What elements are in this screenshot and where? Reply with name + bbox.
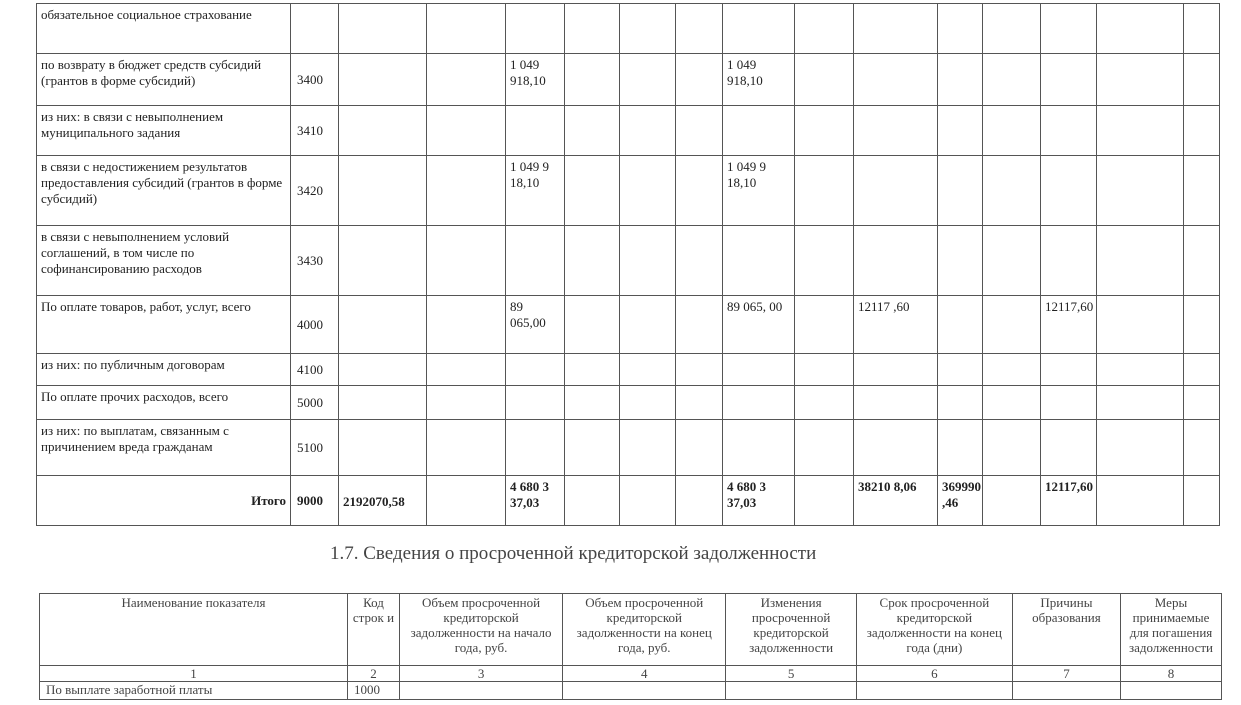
table-cell (676, 4, 723, 54)
table-row (40, 682, 1222, 700)
row-code (291, 4, 339, 54)
table-cell (1041, 420, 1097, 476)
table-cell (1097, 476, 1184, 526)
table-cell (399, 682, 562, 700)
table-cell (723, 386, 795, 420)
table-cell (983, 156, 1041, 226)
table-cell (1184, 296, 1220, 354)
table-cell (565, 226, 620, 296)
col-number: 7 (1012, 666, 1120, 682)
row-name: из них: в связи с невыполнением муниципального задания (37, 106, 291, 156)
row-name: в связи с невыполнением условий соглашений, в том числе по софинансированию расходов (37, 226, 291, 296)
col-number: 3 (399, 666, 562, 682)
table-cell (856, 682, 1012, 700)
row-code: 3420 (291, 156, 339, 226)
row-code: 3410 (291, 106, 339, 156)
table-cell (1184, 420, 1220, 476)
table-cell (1041, 54, 1097, 106)
table-cell (427, 226, 506, 296)
table-cell (506, 386, 565, 420)
table-cell (1041, 226, 1097, 296)
table-cell (795, 386, 854, 420)
table-cell (723, 106, 795, 156)
table-cell (938, 386, 983, 420)
table-cell (620, 156, 676, 226)
table-cell (1097, 156, 1184, 226)
table-cell (854, 106, 938, 156)
table-cell (427, 476, 506, 526)
col-number: 5 (726, 666, 857, 682)
table-cell (1184, 354, 1220, 386)
table-cell (1184, 386, 1220, 420)
table-cell (726, 682, 857, 700)
table-cell (506, 420, 565, 476)
row-name: из них: по публичным договорам (37, 354, 291, 386)
table-cell (854, 4, 938, 54)
table-cell (854, 354, 938, 386)
table-cell (676, 476, 723, 526)
table-cell (1097, 354, 1184, 386)
debt-table-continuation (36, 3, 1220, 526)
table-cell: 12117 ,60 (854, 296, 938, 354)
table-cell (1097, 4, 1184, 54)
row-code: 4100 (291, 354, 339, 386)
table-cell (1097, 54, 1184, 106)
table-row (37, 106, 1220, 156)
table-cell (1097, 386, 1184, 420)
table-cell (1041, 354, 1097, 386)
table-cell (854, 226, 938, 296)
table-row (37, 386, 1220, 420)
table-cell (1184, 54, 1220, 106)
table-cell (565, 4, 620, 54)
table-cell (339, 106, 427, 156)
table-cell: 4 680 3 37,03 (506, 476, 565, 526)
table-cell (938, 156, 983, 226)
table-cell: 4 680 3 37,03 (723, 476, 795, 526)
row-code: 5100 (291, 420, 339, 476)
row-name: из них: по выплатам, связанным с причинением вреда гражданам (37, 420, 291, 476)
table-cell (427, 106, 506, 156)
table-cell (565, 420, 620, 476)
table-cell (938, 106, 983, 156)
table-cell (565, 156, 620, 226)
table-cell (620, 106, 676, 156)
row-code: 9000 (291, 476, 339, 526)
table-cell (565, 106, 620, 156)
table-cell (427, 296, 506, 354)
table-cell (983, 476, 1041, 526)
table-cell: 1 049 918,10 (506, 54, 565, 106)
table-cell: 369990 ,46 (938, 476, 983, 526)
table-cell (676, 54, 723, 106)
table-cell (1184, 4, 1220, 54)
table-cell (506, 226, 565, 296)
table-cell: 1 049 9 18,10 (723, 156, 795, 226)
header-row (40, 594, 1222, 666)
table-cell (676, 354, 723, 386)
row-name: По оплате товаров, работ, услуг, всего (37, 296, 291, 354)
table-cell (1041, 106, 1097, 156)
table-cell (620, 386, 676, 420)
table-cell (938, 354, 983, 386)
table-cell (506, 4, 565, 54)
row-code: 5000 (291, 386, 339, 420)
table-cell (795, 420, 854, 476)
table-cell (427, 54, 506, 106)
table-cell (1041, 4, 1097, 54)
table-cell (1184, 476, 1220, 526)
col-number: 2 (347, 666, 399, 682)
table-cell (676, 226, 723, 296)
table-cell (983, 4, 1041, 54)
table-cell (676, 296, 723, 354)
table-cell (620, 296, 676, 354)
table-cell (565, 54, 620, 106)
header-term: Срок просроченной кредиторской задолженности на конец года (дни) (856, 594, 1012, 666)
table-cell: 12117,60 (1041, 476, 1097, 526)
col-number: 1 (40, 666, 348, 682)
table-cell (565, 476, 620, 526)
table-cell: 89 065, 00 (723, 296, 795, 354)
table-cell (565, 386, 620, 420)
table-cell (795, 54, 854, 106)
table-cell (339, 156, 427, 226)
table-cell: 1 049 9 18,10 (506, 156, 565, 226)
col-number: 6 (856, 666, 1012, 682)
table-cell (339, 54, 427, 106)
table-cell: 1 049 918,10 (723, 54, 795, 106)
table-cell (1184, 106, 1220, 156)
table-cell (676, 420, 723, 476)
table-cell (427, 4, 506, 54)
header-changes: Изменения просроченной кредиторской задолженности (726, 594, 857, 666)
column-numbers-row (40, 666, 1222, 682)
table-cell (339, 4, 427, 54)
header-reasons: Причины образования (1012, 594, 1120, 666)
row-name: По оплате прочих расходов, всего (37, 386, 291, 420)
table-cell (565, 354, 620, 386)
table-cell (506, 106, 565, 156)
table-cell (427, 420, 506, 476)
row-code: 3400 (291, 54, 339, 106)
header-measures: Меры принимаемые для погашения задолженности (1120, 594, 1221, 666)
table-cell (1041, 156, 1097, 226)
table-cell: 2192070,58 (339, 476, 427, 526)
col-number: 8 (1120, 666, 1221, 682)
table-cell (723, 226, 795, 296)
table-cell (983, 106, 1041, 156)
row-code: 4000 (291, 296, 339, 354)
table-cell (795, 226, 854, 296)
table-cell (1097, 296, 1184, 354)
table-cell (620, 54, 676, 106)
table-cell (427, 156, 506, 226)
table-cell (506, 354, 565, 386)
table-cell (983, 420, 1041, 476)
table-cell (983, 354, 1041, 386)
table-row (37, 354, 1220, 386)
table-cell (983, 54, 1041, 106)
table-cell (1097, 226, 1184, 296)
table-cell (565, 296, 620, 354)
table-cell (339, 354, 427, 386)
table-cell (1184, 156, 1220, 226)
table-cell (676, 386, 723, 420)
table-cell (795, 354, 854, 386)
table-cell: 89 065,00 (506, 296, 565, 354)
table-cell (1097, 420, 1184, 476)
table-cell (723, 4, 795, 54)
table-cell (854, 156, 938, 226)
table-row (37, 4, 1220, 54)
row-code: 3430 (291, 226, 339, 296)
table-row (37, 156, 1220, 226)
table-cell (795, 476, 854, 526)
row-name: По выплате заработной платы (40, 682, 348, 700)
table-cell (795, 296, 854, 354)
table-cell (983, 226, 1041, 296)
table-cell (1041, 386, 1097, 420)
table-cell (795, 106, 854, 156)
table-cell (983, 296, 1041, 354)
table-cell (620, 476, 676, 526)
total-row (37, 476, 1220, 526)
table-cell (676, 106, 723, 156)
table-cell (1120, 682, 1221, 700)
table-cell (339, 420, 427, 476)
header-row-code: Код строк и (347, 594, 399, 666)
col-number: 4 (563, 666, 726, 682)
row-code: 1000 (347, 682, 399, 700)
table-row (37, 420, 1220, 476)
table-cell (427, 354, 506, 386)
row-name: Итого (37, 476, 291, 526)
header-indicator-name: Наименование показателя (40, 594, 348, 666)
table-cell: 38210 8,06 (854, 476, 938, 526)
table-cell (795, 4, 854, 54)
table-cell (795, 156, 854, 226)
table-cell (620, 354, 676, 386)
table-cell (938, 296, 983, 354)
table-cell (1012, 682, 1120, 700)
row-name: по возврату в бюджет средств субсидий (грантов в форме субсидий) (37, 54, 291, 106)
table-cell (854, 420, 938, 476)
table-cell (938, 54, 983, 106)
table-cell (723, 420, 795, 476)
table-cell (620, 226, 676, 296)
table-row (37, 226, 1220, 296)
table-row (37, 296, 1220, 354)
table-cell (854, 54, 938, 106)
table-row (37, 54, 1220, 106)
table-cell (427, 386, 506, 420)
table-cell (723, 354, 795, 386)
table-cell (983, 386, 1041, 420)
table-cell (1097, 106, 1184, 156)
table-cell: 12117,60 (1041, 296, 1097, 354)
header-overdue-start: Объем просроченной кредиторской задолженности на начало года, руб. (399, 594, 562, 666)
table-cell (1184, 226, 1220, 296)
table-cell (676, 156, 723, 226)
table-cell (563, 682, 726, 700)
table-cell (854, 386, 938, 420)
table-cell (938, 4, 983, 54)
table-cell (938, 226, 983, 296)
header-overdue-end: Объем просроченной кредиторской задолженности на конец года, руб. (563, 594, 726, 666)
table-cell (938, 420, 983, 476)
table-cell (339, 386, 427, 420)
table-cell (339, 296, 427, 354)
section-title: 1.7. Сведения о просроченной кредиторской задолженности (330, 543, 817, 564)
row-name: обязательное социальное страхование (37, 4, 291, 54)
table-cell (620, 4, 676, 54)
overdue-payables-table (39, 593, 1222, 700)
row-name: в связи с недостижением результатов предоставления субсидий (грантов в форме субсидий) (37, 156, 291, 226)
table-cell (339, 226, 427, 296)
table-cell (620, 420, 676, 476)
